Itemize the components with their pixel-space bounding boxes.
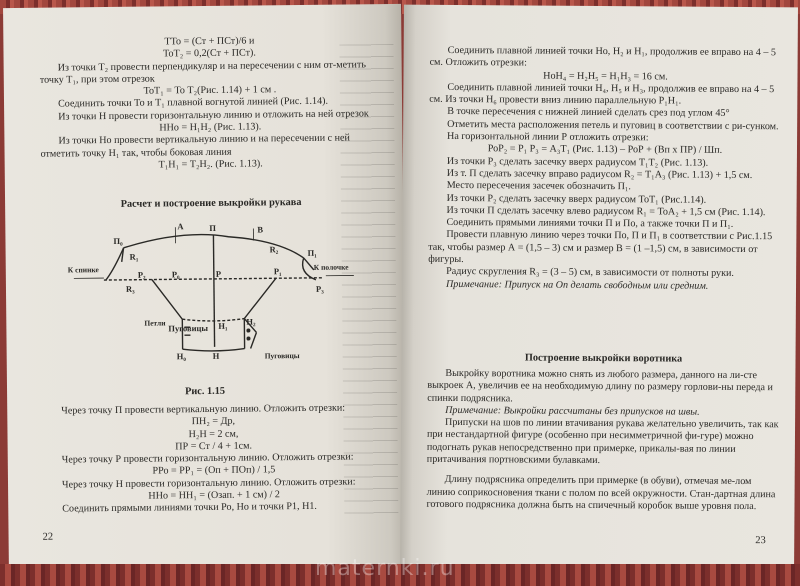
paragraph: Через точку П провести вертикальную линию. Отложить отрезки: — [61, 402, 346, 417]
paragraph: Из точки П сделать засечку влево радиусом R₁ = ТоА₂ + 1,5 см (Рис. 1.14). — [446, 204, 766, 219]
paragraph: Из точки Т₂ провести перпендикуляр и на пересечении с ним от-метить точку Т₁, при этом отрезок — [39, 58, 367, 86]
paragraph: Провести плавную линию через точки По, П и П₁ в соответствии с Рис.1.15 так, чтобы размер А = (1,5 – 3) см и размер В = (1 –1,5) см, в зависимости от фигуры. — [428, 229, 773, 266]
paragraph: Выкройку воротника можно снять из любого размера, данного на ли-сте выкроек А, увеличив ее на необходимую длину по размеру горлови-ны переда и спинки подрясника. — [427, 367, 773, 404]
label-h0: H₀ — [176, 351, 186, 362]
paragraph: Припуски на шов по линии втачивания рукава желательно увеличить, так как при нестандартной фигуре (особенно при несимметричной фи-гуре) можно подогнать рукав непосредственно при примерке, прикалы-вая по линии притачивания портновскими булавками. — [426, 417, 779, 467]
left-page — [3, 4, 407, 576]
label-p3: P₃ — [315, 283, 324, 294]
label-p-lower: P — [215, 268, 222, 279]
paragraph: Из точки Н провести горизонтальную линию и отложить на ней отрезок — [58, 108, 369, 123]
paragraph: Из точки Р₂ сделать засечку вверх радиусом ТоТ₁ (Рис.1.14). — [446, 192, 707, 206]
pattern-line — [304, 258, 314, 270]
right-page — [400, 5, 798, 576]
label-r1: R₁ — [129, 251, 139, 262]
cuff-fold-line — [182, 319, 244, 322]
cuff-cut-line — [250, 332, 256, 348]
label-buttons: Пуговицы — [264, 351, 300, 361]
formula-line: ТоТ₂ = 0,2(Ст + ПСт). — [163, 47, 256, 60]
paragraph: Соединить прямыми линиями точки Ро, Но и точки Р1, Н1. — [62, 501, 317, 515]
label-p1: П₁ — [307, 247, 317, 258]
paragraph: Из точки Р₃ сделать засечку вверх радиусом Т₁Т₂ (Рис. 1.13). — [446, 155, 709, 169]
left-text-top — [39, 34, 380, 173]
label-h3: H₂ — [246, 316, 256, 327]
paragraph: В точке пересечения с нижней линией сделать срез под углом 45° — [447, 106, 730, 120]
left-text-bottom — [43, 402, 384, 516]
formula-line: РоР₂ = Р₁ Р₃ = А₃Т₁ (Рис. 1.13) – РоР + (Вп х ПР) / Шп. — [487, 143, 723, 157]
formula-line: ННо = Н₁Н₂ (Рис. 1.13). — [159, 121, 262, 134]
right-text-bottom — [426, 368, 779, 514]
page-number-left: 22 — [42, 531, 54, 543]
formula-line: ПН₂ = Др, — [191, 415, 236, 428]
label-r3: R₃ — [125, 283, 135, 294]
diagram-svg — [63, 217, 365, 380]
label-h1: Пуговицы — [168, 322, 209, 334]
label-h: H — [212, 350, 220, 361]
paragraph: Соединить плавной линией точки Но, Н₂ и Н₁, продолжив ее вправо на 4 – 5 см. Отложить отрезки: — [429, 44, 776, 69]
paragraph: Соединить прямыми линиями точки П и По, а также точки П и П₁. — [446, 217, 734, 231]
button-mark — [247, 329, 250, 332]
note: Примечание: Выкройки рассчитаны без припусков на швы. — [445, 404, 700, 418]
formula-line: Н₂Н = 2 см, — [188, 428, 239, 440]
formula-line: Т₁Н₁ = Т₂Н₂. (Рис. 1.13). — [158, 158, 263, 171]
sleeve-pattern-diagram — [63, 217, 365, 380]
label-loops: Петли — [144, 318, 166, 328]
paragraph: Длину подрясника определить при примерке (в обуви), отмечая ме-лом линию соприкосновения ткани с полом по всей окружности. Стан-дартная длина готового подрясника должна быть на спичечный коробок выше уровня пола. — [426, 474, 776, 513]
formula-line: ПР = Ст / 4 + 1см. — [175, 440, 253, 453]
figure-caption: Рис. 1.15 — [185, 385, 226, 398]
paragraph: Из точки Но провести вертикальную линию и на пересечении с ней отметить точку Н₁ так, чтобы боковая линия — [40, 132, 350, 160]
section-title: Расчет и построение выкройки рукава — [120, 196, 302, 210]
label-r2: R₂ — [269, 244, 279, 255]
center-vertical-line — [213, 235, 214, 347]
note: Примечание: Припуск на Оп делать свободным или средним. — [445, 278, 709, 292]
label-p2: P₂ — [137, 269, 146, 280]
label-p0: П₀ — [113, 235, 123, 246]
label-p: П — [209, 222, 217, 233]
paragraph: Из т. П сделать засечку вправо радиусом R₂ = Т₁А₃ (Рис. 1.13) + 1,5 см. — [446, 167, 753, 182]
label-to-front: К полочке — [313, 262, 349, 272]
underarm-curve-left — [106, 248, 124, 280]
paragraph: Соединить точки То и Т₁ плавной вогнутой линией (Рис. 1.14). — [57, 96, 329, 111]
page-number-right: 23 — [755, 535, 766, 547]
section-title-collar: Построение выкройки воротника — [524, 352, 683, 365]
label-to-back: К спинке — [67, 265, 99, 275]
paragraph: Место пересечения засечек обозначить П₁. — [446, 180, 632, 193]
formula-line: РРо = РР₁ = (Оп + ПОп) / 1,5 — [152, 464, 276, 478]
paragraph: Отметить места расположения петель и пуговиц в соответствии с ри-сунком. — [447, 118, 779, 133]
label-p1-lower: P₁ — [273, 266, 282, 277]
sleeve-side-left — [152, 279, 183, 349]
formula-line: ТоТ₁ = То Т₂(Рис. 1.14) + 1 см . — [143, 84, 277, 97]
formula-line: ННо = НН₁ = (Озап. + 1 см) / 2 — [148, 489, 280, 502]
label-b: B — [257, 224, 264, 235]
paragraph: Через точку Р провести горизонтальную линию. Отложить отрезки: — [61, 451, 354, 466]
paragraph: Соединить плавной линией точки Н₄, Н₅ и Н₃, продолжив ее вправо на 4 – 5 см. Из точки Н₆ провести вниз линию параллельную Р₁Н₁. — [429, 81, 775, 107]
paragraph: На горизонтальной линии Р отложить отрезки: — [447, 131, 649, 144]
formula-line: НоН₄ = Н₂Н₅ = Н₁Н₃ = 16 см. — [543, 70, 668, 83]
paragraph: Радиус скругления R₃ = (3 – 5) см, в зависимости от полноты руки. — [446, 266, 734, 280]
label-p0-lower: P₀ — [171, 269, 180, 280]
button-mark — [247, 337, 250, 340]
paragraph: Через точку Н провести горизонтальную линию. Отложить отрезки: — [61, 476, 356, 491]
formula-line: ТТо = (Ст + ПСт)/6 и — [164, 35, 255, 48]
label-h2: H₁ — [218, 320, 228, 331]
watermark: maternki.ru — [315, 556, 455, 581]
right-text-top — [428, 45, 782, 293]
label-a: A — [177, 221, 184, 232]
